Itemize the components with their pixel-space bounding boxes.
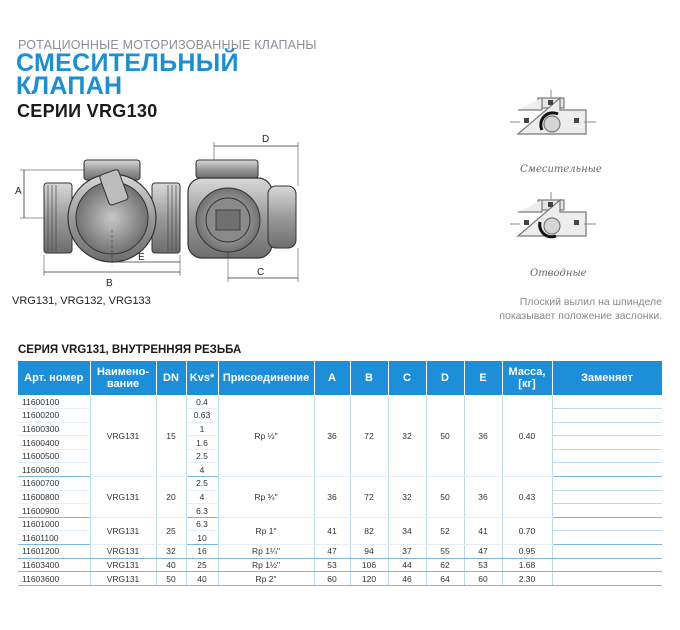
cell-replaces bbox=[552, 463, 662, 477]
cell-d: 62 bbox=[426, 558, 464, 572]
cell-kvs: 16 bbox=[186, 545, 218, 559]
spec-table bbox=[18, 361, 663, 586]
cell-kvs: 6.3 bbox=[186, 517, 218, 531]
col-name: Наимено-вание bbox=[90, 361, 156, 395]
cell-d: 52 bbox=[426, 517, 464, 544]
dim-label-b: B bbox=[106, 278, 113, 289]
side-view bbox=[188, 142, 298, 282]
cell-b: 94 bbox=[350, 545, 388, 559]
table-header-row bbox=[18, 361, 662, 395]
cell-b: 72 bbox=[350, 395, 388, 477]
col-art: Арт. номер bbox=[18, 361, 90, 395]
spindle-note bbox=[499, 295, 662, 323]
cell-art: 11601100 bbox=[18, 531, 90, 545]
cell-c: 44 bbox=[388, 558, 426, 572]
cell-art: 11600100 bbox=[18, 395, 90, 409]
col-a: A bbox=[314, 361, 350, 395]
cell-e: 41 bbox=[464, 517, 502, 544]
cell-conn: Rp 1" bbox=[218, 517, 314, 544]
table-row bbox=[18, 545, 662, 559]
cell-art: 11603400 bbox=[18, 558, 90, 572]
cell-c: 37 bbox=[388, 545, 426, 559]
cell-art: 11600900 bbox=[18, 504, 90, 518]
cell-kvs: 0.63 bbox=[186, 409, 218, 423]
cell-replaces bbox=[552, 422, 662, 436]
cell-c: 34 bbox=[388, 517, 426, 544]
cell-conn: Rp 2" bbox=[218, 572, 314, 586]
cell-mass: 0.70 bbox=[502, 517, 552, 544]
cell-dn: 20 bbox=[156, 477, 186, 518]
cell-conn: Rp ½" bbox=[218, 395, 314, 477]
cell-kvs: 1.6 bbox=[186, 436, 218, 450]
cell-e: 36 bbox=[464, 477, 502, 518]
diverting-schematic bbox=[508, 192, 598, 252]
cell-kvs: 10 bbox=[186, 531, 218, 545]
cell-a: 47 bbox=[314, 545, 350, 559]
cell-replaces bbox=[552, 409, 662, 423]
cell-replaces bbox=[552, 504, 662, 518]
cell-d: 64 bbox=[426, 572, 464, 586]
cell-name: VRG131 bbox=[90, 558, 156, 572]
cell-conn: Rp ¾" bbox=[218, 477, 314, 518]
mixing-caption: Смесительные bbox=[520, 164, 602, 175]
dim-label-a: A bbox=[15, 186, 22, 197]
cell-kvs: 2.5 bbox=[186, 449, 218, 463]
cell-b: 106 bbox=[350, 558, 388, 572]
cell-name: VRG131 bbox=[90, 395, 156, 477]
dim-label-c: C bbox=[257, 267, 265, 278]
cell-art: 11601000 bbox=[18, 517, 90, 531]
col-e: E bbox=[464, 361, 502, 395]
cell-dn: 25 bbox=[156, 517, 186, 544]
col-mass: Масса, [кг] bbox=[502, 361, 552, 395]
cell-conn: Rp 1¼" bbox=[218, 545, 314, 559]
cell-replaces bbox=[552, 531, 662, 545]
cell-conn: Rp 1½" bbox=[218, 558, 314, 572]
cell-art: 11603600 bbox=[18, 572, 90, 586]
cell-a: 36 bbox=[314, 395, 350, 477]
col-c: C bbox=[388, 361, 426, 395]
cell-c: 32 bbox=[388, 395, 426, 477]
cell-replaces bbox=[552, 449, 662, 463]
cell-dn: 40 bbox=[156, 558, 186, 572]
product-title-line2: КЛАПАН bbox=[16, 72, 123, 100]
col-replaces: Заменяет bbox=[552, 361, 662, 395]
cell-kvs: 0.4 bbox=[186, 395, 218, 409]
cell-a: 53 bbox=[314, 558, 350, 572]
cell-art: 11600600 bbox=[18, 463, 90, 477]
cell-c: 46 bbox=[388, 572, 426, 586]
col-conn: Присоединение bbox=[218, 361, 314, 395]
cell-replaces bbox=[552, 395, 662, 409]
cell-art: 11600300 bbox=[18, 422, 90, 436]
cell-art: 11600200 bbox=[18, 409, 90, 423]
col-d: D bbox=[426, 361, 464, 395]
table-section-title: СЕРИЯ VRG131, ВНУТРЕННЯЯ РЕЗЬБА bbox=[18, 344, 242, 356]
mixing-schematic bbox=[508, 90, 598, 150]
col-dn: DN bbox=[156, 361, 186, 395]
cell-kvs: 4 bbox=[186, 463, 218, 477]
cell-name: VRG131 bbox=[90, 545, 156, 559]
front-view bbox=[20, 160, 180, 276]
cell-mass: 0.95 bbox=[502, 545, 552, 559]
cell-a: 60 bbox=[314, 572, 350, 586]
cell-dn: 32 bbox=[156, 545, 186, 559]
col-kvs: Kvs* bbox=[186, 361, 218, 395]
product-title-line1: СМЕСИТЕЛЬНЫЙ bbox=[16, 49, 239, 77]
cell-replaces bbox=[552, 436, 662, 450]
cell-dn: 15 bbox=[156, 395, 186, 477]
cell-art: 11600400 bbox=[18, 436, 90, 450]
cell-kvs: 6.3 bbox=[186, 504, 218, 518]
cell-mass: 1.68 bbox=[502, 558, 552, 572]
cell-d: 50 bbox=[426, 477, 464, 518]
table-row bbox=[18, 558, 662, 572]
product-title bbox=[16, 49, 239, 100]
dim-label-d: D bbox=[262, 134, 270, 145]
cell-d: 55 bbox=[426, 545, 464, 559]
cell-replaces bbox=[552, 490, 662, 504]
cell-b: 72 bbox=[350, 477, 388, 518]
supertitle: РОТАЦИОННЫЕ МОТОРИЗОВАННЫЕ КЛАПАНЫ bbox=[18, 38, 317, 52]
spindle-note-line1: Плоский вылил на шпинделе bbox=[519, 296, 662, 308]
cell-name: VRG131 bbox=[90, 477, 156, 518]
cell-replaces bbox=[552, 558, 662, 572]
cell-kvs: 40 bbox=[186, 572, 218, 586]
cell-kvs: 4 bbox=[186, 490, 218, 504]
cell-e: 60 bbox=[464, 572, 502, 586]
valve-drawing bbox=[0, 130, 320, 290]
cell-replaces bbox=[552, 477, 662, 491]
cell-mass: 0.40 bbox=[502, 395, 552, 477]
cell-c: 32 bbox=[388, 477, 426, 518]
cell-e: 36 bbox=[464, 395, 502, 477]
diverting-caption: Отводные bbox=[530, 268, 587, 279]
cell-e: 47 bbox=[464, 545, 502, 559]
cell-art: 11600500 bbox=[18, 449, 90, 463]
table-row bbox=[18, 572, 662, 586]
cell-name: VRG131 bbox=[90, 517, 156, 544]
cell-mass: 0.43 bbox=[502, 477, 552, 518]
cell-d: 50 bbox=[426, 395, 464, 477]
cell-b: 82 bbox=[350, 517, 388, 544]
table-row bbox=[18, 517, 662, 531]
table-row bbox=[18, 477, 662, 491]
cell-art: 11600800 bbox=[18, 490, 90, 504]
spec-table-body bbox=[18, 395, 662, 585]
models-caption: VRG131, VRG132, VRG133 bbox=[12, 295, 151, 307]
series-title: СЕРИИ VRG130 bbox=[17, 101, 158, 121]
col-b: B bbox=[350, 361, 388, 395]
table-row bbox=[18, 395, 662, 409]
spindle-note-line2: показывает положение заслонки. bbox=[499, 310, 662, 322]
cell-mass: 2.30 bbox=[502, 572, 552, 586]
cell-dn: 50 bbox=[156, 572, 186, 586]
cell-a: 36 bbox=[314, 477, 350, 518]
cell-name: VRG131 bbox=[90, 572, 156, 586]
cell-kvs: 25 bbox=[186, 558, 218, 572]
cell-art: 11600700 bbox=[18, 477, 90, 491]
cell-a: 41 bbox=[314, 517, 350, 544]
cell-e: 53 bbox=[464, 558, 502, 572]
cell-art: 11601200 bbox=[18, 545, 90, 559]
cell-replaces bbox=[552, 545, 662, 559]
cell-kvs: 1 bbox=[186, 422, 218, 436]
cell-kvs: 2.5 bbox=[186, 477, 218, 491]
dim-label-e: E bbox=[138, 252, 145, 263]
cell-replaces bbox=[552, 517, 662, 531]
cell-replaces bbox=[552, 572, 662, 586]
cell-b: 120 bbox=[350, 572, 388, 586]
